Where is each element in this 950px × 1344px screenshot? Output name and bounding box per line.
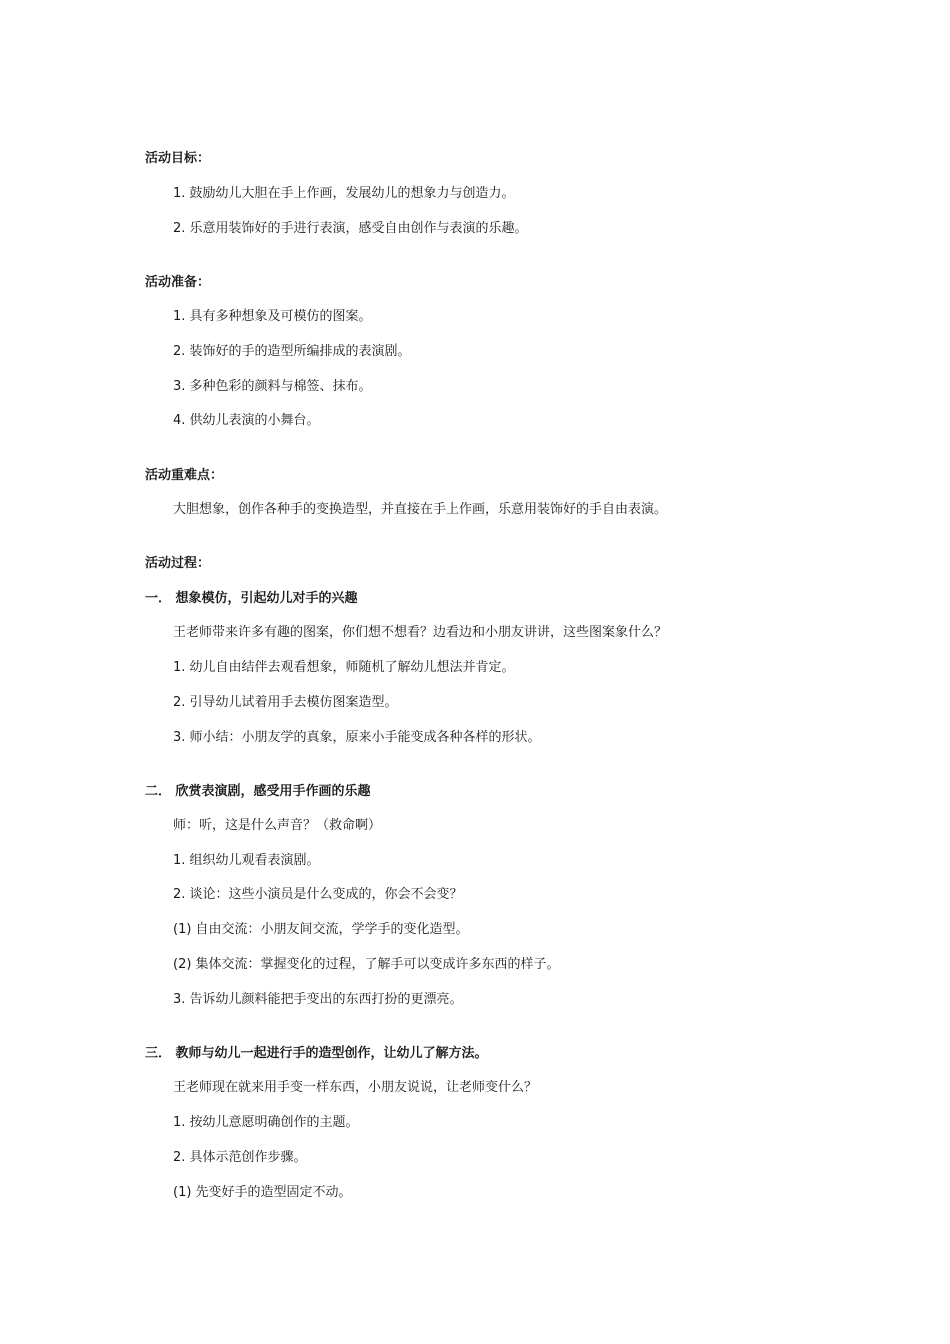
section-3-line: 1. 按幼儿意愿明确创作的主题。 [173,1115,359,1130]
section-2-line: (1) 自由交流：小朋友间交流，学学手的变化造型。 [173,922,469,937]
preparation-item-3: 3. 多种色彩的颜料与棉签、抹布。 [173,379,372,394]
preparation-item-2: 2. 装饰好的手的造型所编排成的表演剧。 [173,344,411,359]
section-2-line: 3. 告诉幼儿颜料能把手变出的东西打扮的更漂亮。 [173,992,463,1007]
key-points-text: 大胆想象，创作各种手的变换造型，并直接在手上作画，乐意用装饰好的手自由表演。 [173,502,668,517]
section-2-title: 二． 欣赏表演剧，感受用手作画的乐趣 [145,784,371,799]
section-3-line: 2. 具体示范创作步骤。 [173,1150,307,1165]
section-2-line: 1. 组织幼儿观看表演剧。 [173,853,320,868]
section-3-line: (1) 先变好手的造型固定不动。 [173,1185,352,1200]
section-1-title: 一． 想象模仿，引起幼儿对手的兴趣 [145,591,358,606]
goals-item-1: 1. 鼓励幼儿大胆在手上作画，发展幼儿的想象力与创造力。 [173,186,515,201]
preparation-item-4: 4. 供幼儿表演的小舞台。 [173,413,320,428]
process-heading: 活动过程： [145,556,211,571]
section-2-line: 2. 谈论：这些小演员是什么变成的，你会不会变？ [173,887,463,902]
section-3-line: 王老师现在就来用手变一样东西，小朋友说说，让老师变什么？ [173,1080,538,1095]
section-2-line: 师：听，这是什么声音？（救命啊） [173,818,382,833]
section-1-line: 3. 师小结：小朋友学的真象，原来小手能变成各种各样的形状。 [173,730,541,745]
section-2-line: (2) 集体交流：掌握变化的过程，了解手可以变成许多东西的样子。 [173,957,560,972]
preparation-heading: 活动准备： [145,275,211,290]
key-points-heading: 活动重难点： [145,468,224,483]
section-3-title: 三． 教师与幼儿一起进行手的造型创作，让幼儿了解方法。 [145,1046,488,1061]
section-1-line: 1. 幼儿自由结伴去观看想象，师随机了解幼儿想法并肯定。 [173,660,515,675]
goals-heading: 活动目标： [145,151,211,166]
preparation-item-1: 1. 具有多种想象及可模仿的图案。 [173,309,372,324]
section-1-line: 王老师带来许多有趣的图案，你们想不想看？边看边和小朋友讲讲，这些图案象什么？ [173,625,668,640]
section-1-line: 2. 引导幼儿试着用手去模仿图案造型。 [173,695,398,710]
goals-item-2: 2. 乐意用装饰好的手进行表演，感受自由创作与表演的乐趣。 [173,221,528,236]
